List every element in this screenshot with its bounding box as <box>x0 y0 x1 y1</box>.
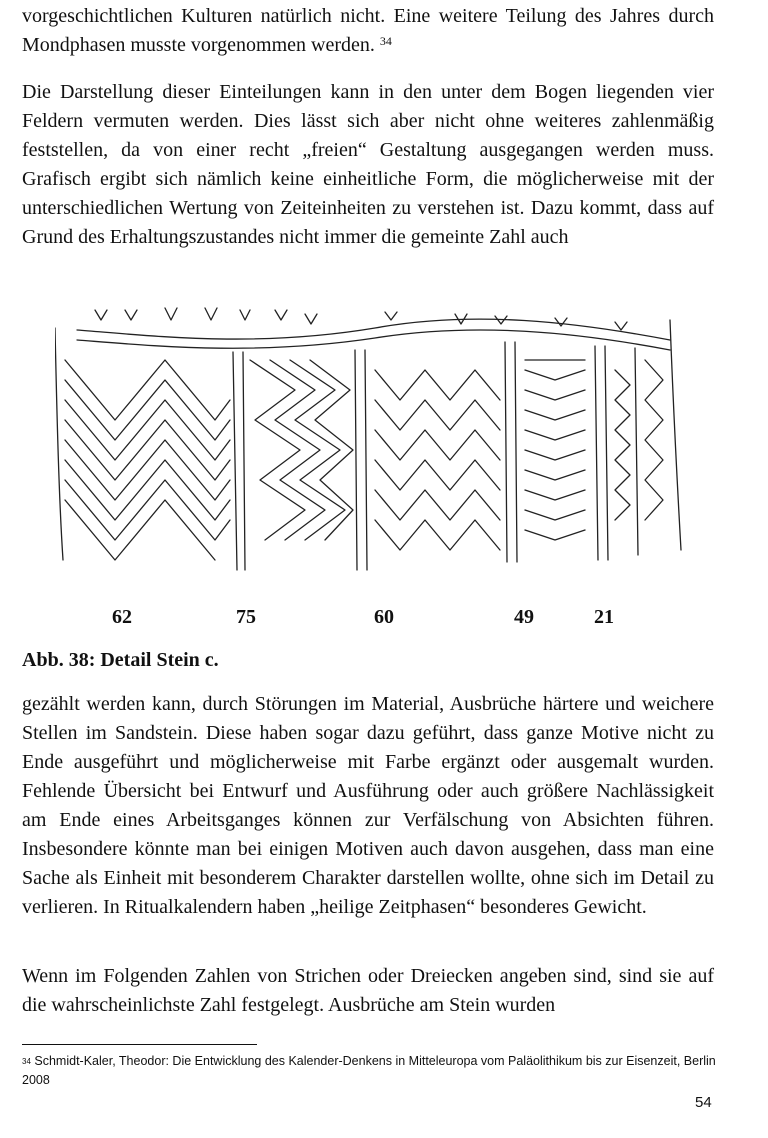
footnote-text: Schmidt-Kaler, Theodor: Die Entwicklung des Kalender-Denkens in Mitteleuropa vom Paläolithikum bis zur Eisenzeit, Berlin 2008 <box>22 1054 716 1087</box>
stone-engraving-image <box>55 300 685 590</box>
figure-count-1: 62 <box>112 606 132 628</box>
figure-count-5: 21 <box>594 606 614 628</box>
footnote-divider <box>22 1044 257 1045</box>
footnote-number: 34 <box>22 1057 31 1066</box>
paragraph-1: vorgeschichtlichen Kulturen natürlich nicht. Eine weitere Teilung des Jahres durch Mondphasen musste vorgenommen werden. $^{34}$ <box>22 5 714 56</box>
figure-count-3: 60 <box>374 606 394 628</box>
figure-count-2: 75 <box>236 606 256 628</box>
figure-caption: Abb. 38: Detail Stein c. <box>22 649 219 671</box>
page-number: 54 <box>695 1094 712 1111</box>
footnote <box>22 1052 722 1090</box>
paragraph-3: gezählt werden kann, durch Störungen im Material, Ausbrüche härtere und weichere Stellen im Sandstein. Diese haben sogar dazu geführt, dass ganze Motive nicht zu Ende ausgeführt und möglicherweise mit Farbe ergänzt oder ausgemalt wurden. Fehlende Übersicht bei Entwurf und Ausführung oder auch größere Nachlässigkeit am Ende eines Arbeitsganges können zur Verfälschung von Absichten führen. Insbesondere könnte man bei einigen Motiven auch davon ausgehen, dass man eine Sache als Einheit mit besonderem Charakter darstellen wollte, ohne sich im Detail zu verlieren. In Ritualkalendern haben „heilige Zeitphasen“ besonderes Gewicht. <box>22 693 714 918</box>
paragraph-4: Wenn im Folgenden Zahlen von Strichen oder Dreiecken angeben sind, sind sie auf die wahrscheinlichste Zahl festgelegt. Ausbrüche am Stein wurden <box>22 965 714 1016</box>
paragraph-2: Die Darstellung dieser Einteilungen kann in den unter dem Bogen liegenden vier Feldern vermuten werden. Dies lässt sich aber nicht ohne weiteres zahlenmäßig feststellen, da von einer recht „freien“ Gestaltung ausgegangen werden muss. Grafisch ergibt sich nämlich keine einheitliche Form, die möglicherweise mit der unterschiedlichen Wertung von Zeiteinheiten zu verstehen ist. Dazu kommt, dass auf Grund des Erhaltungszustandes nicht immer die gemeinte Zahl auch <box>22 81 714 248</box>
figure-count-4: 49 <box>514 606 534 628</box>
footnote-ref[interactable]: 34 <box>379 34 392 48</box>
